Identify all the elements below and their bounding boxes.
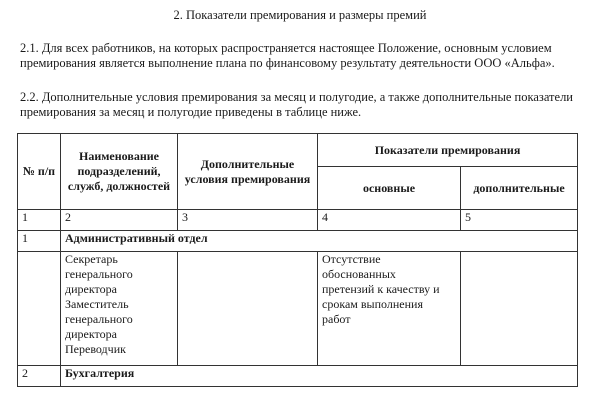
column-number-row — [18, 210, 578, 231]
column-number: 5 — [461, 210, 578, 231]
paragraph-2-2: 2.2. Дополнительные условия премирования за месяц и полугодие, а также дополнительные показатели премирования за месяц и полугодие приведены в таблице ниже. — [20, 90, 573, 119]
section-heading: 2. Показатели премирования и размеры премий — [173, 8, 427, 22]
section-title: Административный отдел — [61, 231, 578, 252]
header-indicators-main: основные — [318, 167, 461, 210]
table-row — [18, 231, 578, 252]
additional-conditions-cell — [178, 252, 318, 366]
column-number: 1 — [18, 210, 61, 231]
table-cell — [18, 252, 61, 366]
column-number: 3 — [178, 210, 318, 231]
section-number: 2 — [18, 366, 61, 387]
header-number: № п/п — [18, 134, 61, 210]
section-number: 1 — [18, 231, 61, 252]
table-header-row — [18, 134, 578, 167]
column-number: 2 — [61, 210, 178, 231]
positions-cell: Секретарь генерального директора Заместитель генерального директора Переводчик — [61, 252, 178, 366]
section-title: Бухгалтерия — [61, 366, 578, 387]
column-number: 4 — [318, 210, 461, 231]
header-name: Наименование подразделений, служб, должностей — [61, 134, 178, 210]
table-row — [18, 366, 578, 387]
header-indicators-additional: дополнительные — [461, 167, 578, 210]
table-row — [18, 252, 578, 366]
header-indicators: Показатели премирования — [318, 134, 578, 167]
main-indicators-cell: Отсутствие обоснованных претензий к качеству и срокам выполнения работ — [318, 252, 461, 366]
paragraph-2-1: 2.1. Для всех работников, на которых распространяется настоящее Положение, основным условием премирования является выполнение плана по финансовому результату деятельности ООО «Альфа». — [20, 41, 555, 70]
header-additional-conditions: Дополнительные условия премирования — [178, 134, 318, 210]
additional-indicators-cell — [461, 252, 578, 366]
incentives-table — [17, 133, 578, 387]
